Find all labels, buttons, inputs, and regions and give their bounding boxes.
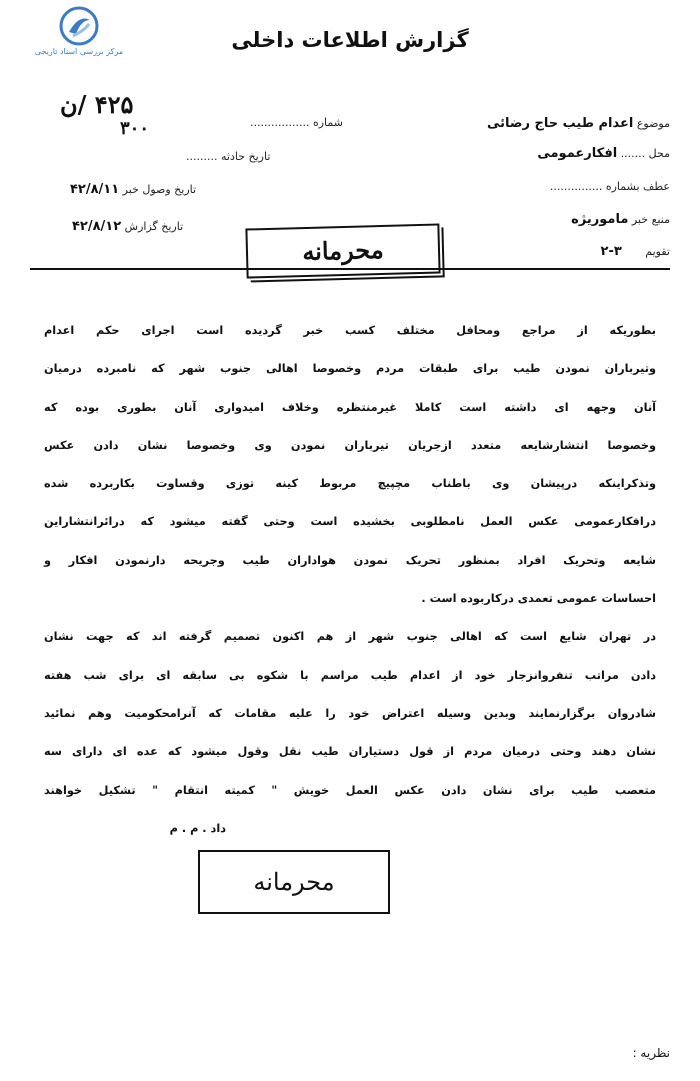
body-line: بطوریکه از مراجع ومحافل مختلف کسب خبر گردیده است اجرای حکم اعدام xyxy=(44,324,656,337)
body-line: دادن مراتب تنفروانزجار خود از اعدام طیب مراسم با شکوه بی سابقه ای برای شب هفته xyxy=(44,668,656,682)
field-manba-value: ماموریژه xyxy=(571,212,629,227)
field-dots: ............... xyxy=(549,180,603,193)
body-line: داد . م . م xyxy=(169,821,226,835)
body-line: متعصب طیب برای نشان دادن عکس العمل خویش " کمیته انتقام " تشکیل خواهند xyxy=(44,783,656,797)
field-tarikh-gozaresh-label: تاریخ گزارش xyxy=(124,220,184,233)
field-mozu-label: موضوع xyxy=(636,117,670,130)
field-taqvim-label: تقویم xyxy=(645,245,670,258)
report-title: گزارش اطلاعات داخلی xyxy=(231,28,469,52)
field-atf xyxy=(550,180,670,193)
field-mahal xyxy=(537,146,670,161)
watermark-text: مرکز بررسی اسناد تاریخی xyxy=(34,47,124,56)
field-mozu-value: اعدام طیب حاج رضائی xyxy=(487,116,634,131)
field-shomare-label: شماره xyxy=(312,116,343,129)
field-manba-label: منبع خبر xyxy=(631,213,670,226)
body-line: احساسات عمومی تعمدی درکاربوده است . xyxy=(421,592,656,606)
body-line: وخصوصا انتشارشایعه متعدد ازجریان تیرباران نمودن وی وخصوصا نشان دادن عکس xyxy=(44,438,656,452)
field-tarikh-hadese-label: تاریخ حادثه xyxy=(220,150,271,163)
field-tarikh-vosul xyxy=(70,182,196,197)
field-mahal-label: محل xyxy=(648,147,670,160)
field-mozu xyxy=(487,116,670,131)
report-body xyxy=(44,312,656,848)
body-line: شایعه وتحریک افراد بمنظور تحریک نمودن هواداران طیب وجریحه دارنمودن افکار و xyxy=(44,553,656,567)
paragraph-1 xyxy=(44,312,656,618)
field-tarikh-vosul-label: تاریخ وصول خبر xyxy=(122,183,197,196)
field-tarikh-vosul-value: ۴۲/۸/۱۱ xyxy=(70,182,120,197)
body-line: در تهران شایع است که اهالی جنوب شهر از هم اکنون تصمیم گرفته اند که جهت نشان xyxy=(44,630,656,644)
field-taqvim-value: ۳-۲ xyxy=(600,244,622,259)
header-divider xyxy=(30,268,670,270)
body-line: نشان دهند وحتی درمیان مردم از قول دستیاران طیب نقل وقول میشود که عده ای دارای سه xyxy=(44,745,656,759)
field-dots: ....... xyxy=(620,147,646,160)
confidential-stamp-bottom: محرمانه xyxy=(198,850,390,914)
field-taqvim xyxy=(601,244,670,259)
body-line: وتذکراینکه درپیشان وی باطناب مچپیچ مربوط کینه توزی وقساوت بکاربرده شده xyxy=(44,477,656,491)
paragraph-2 xyxy=(44,618,656,848)
field-shomare-value: ۴۲۵ /ن xyxy=(60,90,134,119)
body-line: شادروان برگزارنمایند وبدین وسیله اعتراض خود را علیه مقامات که آنرامحکومیت وهم نمائید xyxy=(44,706,656,720)
field-tarikh-hadese xyxy=(186,150,270,163)
field-tarikh-gozaresh-value: ۴۲/۸/۱۲ xyxy=(72,219,122,234)
body-line: وتیرباران نمودن طیب برای طبقات مردم وخصوصا اهالی جنوب شهر که نامبرده درمیان xyxy=(44,362,656,376)
field-manba xyxy=(571,212,670,227)
field-dots: ................. xyxy=(250,116,310,129)
field-dots: ......... xyxy=(186,150,218,163)
field-tarikh-gozaresh xyxy=(72,219,183,234)
field-atf-label: عطف بشماره xyxy=(605,180,670,193)
body-line: درافکارعمومی عکس العمل نامطلوبی بخشیده است وحتی گفته میشود که درائرانتشاراین xyxy=(44,515,656,529)
field-mahal-value: افکارعمومی xyxy=(537,146,618,161)
field-shomare xyxy=(250,116,343,129)
footer-label: نظریه : xyxy=(632,1046,670,1060)
confidential-stamp-top: محرمانه xyxy=(245,223,440,278)
body-line: آنان وجهه ای داشته است کاملا غیرمنتظره وخلاف امیدواری آنان بطوری بوده که xyxy=(44,400,656,414)
field-shomare-subvalue: ۳۰۰ xyxy=(120,118,150,139)
